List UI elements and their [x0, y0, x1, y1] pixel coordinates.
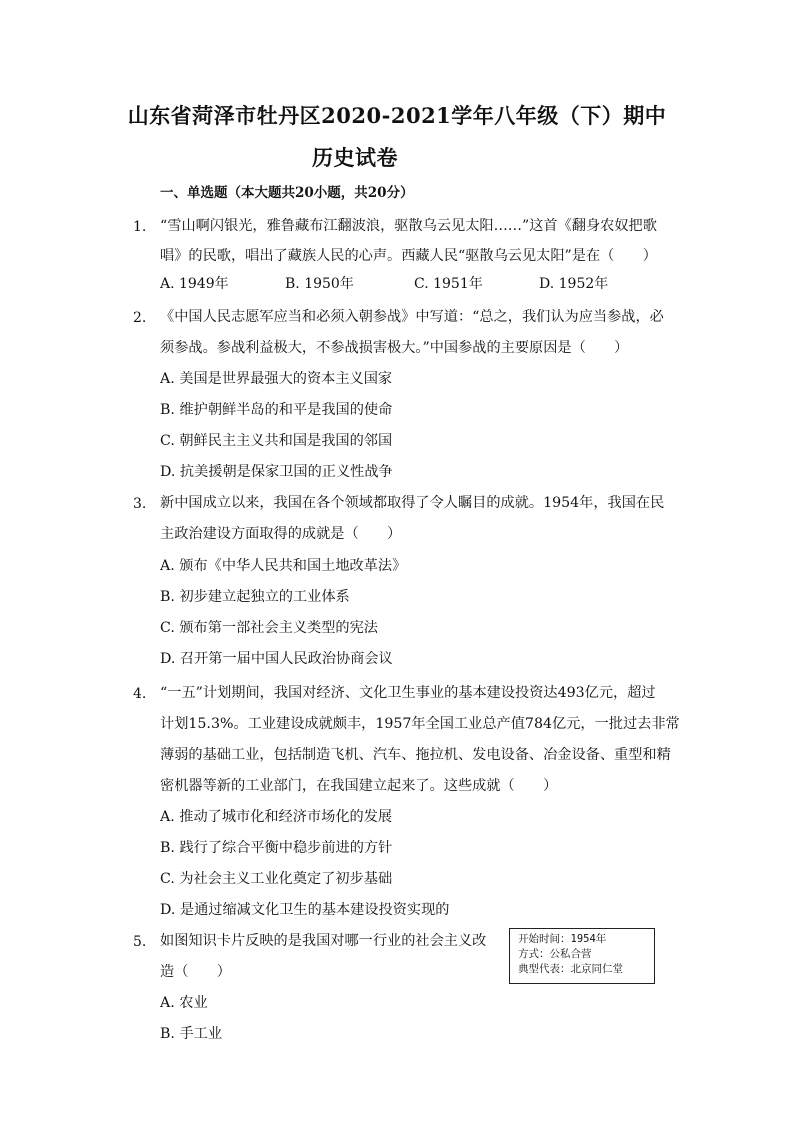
question-text-line: “一五”计划期间，我国对经济、文化卫生事业的基本建设投资达493亿元，超过 [160, 685, 656, 701]
question-text-line: 密机器等新的工业部门，在我国建立起来了。这些成就（ ） [160, 778, 558, 794]
question-number: 4. [133, 686, 147, 702]
question-text-line: 造（ ） [160, 964, 231, 980]
option-b[interactable]: B. 手工业 [160, 1026, 223, 1042]
knowledge-card [509, 928, 655, 984]
question-number: 2. [133, 310, 147, 326]
question-text-line: 须参战。参战利益极大，不参战损害极大。”中国参战的主要原因是（ ） [160, 340, 629, 356]
option-c[interactable]: C. 为社会主义工业化奠定了初步基础 [160, 871, 393, 887]
section-heading: 一、单选题（本大题共20小题，共20分） [160, 185, 414, 201]
option-c[interactable]: C. 朝鲜民主主义共和国是我国的邻国 [160, 433, 393, 449]
page-subtitle: 历史试卷 [312, 145, 398, 170]
question-number: 1. [133, 219, 147, 235]
option-a[interactable]: A. 农业 [160, 995, 208, 1011]
option-a[interactable]: A. 推动了城市化和经济市场化的发展 [160, 809, 393, 825]
card-line-representative: 典型代表：北京同仁堂 [518, 963, 623, 975]
option-b[interactable]: B. 维护朝鲜半岛的和平是我国的使命 [160, 402, 393, 418]
option-d[interactable]: D. 1952年 [539, 276, 609, 292]
option-d[interactable]: D. 是通过缩减文化卫生的基本建设投资实现的 [160, 902, 450, 918]
card-line-method: 方式：公私合营 [518, 948, 592, 960]
question-text-line: “雪山啊闪银光，雅鲁藏布江翻波浪，驱散乌云见太阳……”这首《翻身农奴把歌 [160, 218, 657, 234]
option-c[interactable]: C. 颁布第一部社会主义类型的宪法 [160, 620, 378, 636]
question-text-line: 主政治建设方面取得的成就是（ ） [160, 526, 402, 542]
page-title: 山东省菏泽市牡丹区2020-2021学年八年级（下）期中 [127, 103, 667, 128]
question-text-line: 唱》的民歌，唱出了藏族人民的心声。西藏人民“驱散乌云见太阳”是在（ ） [160, 248, 657, 264]
question-number: 5. [133, 934, 147, 950]
option-a[interactable]: A. 美国是世界最强大的资本主义国家 [160, 371, 393, 387]
option-a[interactable]: A. 1949年 [160, 276, 229, 292]
question-text-line: 薄弱的基础工业，包括制造飞机、汽车、拖拉机、发电设备、冶金设备、重型和精 [160, 747, 671, 763]
option-c[interactable]: C. 1951年 [414, 276, 483, 292]
question-text-line: 新中国成立以来，我国在各个领域都取得了令人瞩目的成就。1954年，我国在民 [160, 495, 665, 511]
question-text-line: 《中国人民志愿军应当和必须入朝参战》中写道：“总之，我们认为应当参战，必 [160, 309, 664, 325]
option-b[interactable]: B. 初步建立起独立的工业体系 [160, 589, 350, 605]
question-text-line: 如图知识卡片反映的是我国对哪一行业的社会主义改 [160, 933, 487, 949]
question-number: 3. [133, 496, 147, 512]
card-line-start-time: 开始时间：1954年 [518, 933, 607, 945]
option-d[interactable]: D. 召开第一届中国人民政治协商会议 [160, 651, 393, 667]
option-a[interactable]: A. 颁布《中华人民共和国土地改革法》 [160, 558, 407, 574]
option-b[interactable]: B. 1950年 [285, 276, 354, 292]
question-text-line: 计划15.3%。工业建设成就颇丰，1957年全国工业总产值784亿元，一批过去非常 [160, 716, 680, 732]
option-b[interactable]: B. 践行了综合平衡中稳步前进的方针 [160, 840, 393, 856]
option-d[interactable]: D. 抗美援朝是保家卫国的正义性战争 [160, 464, 393, 480]
